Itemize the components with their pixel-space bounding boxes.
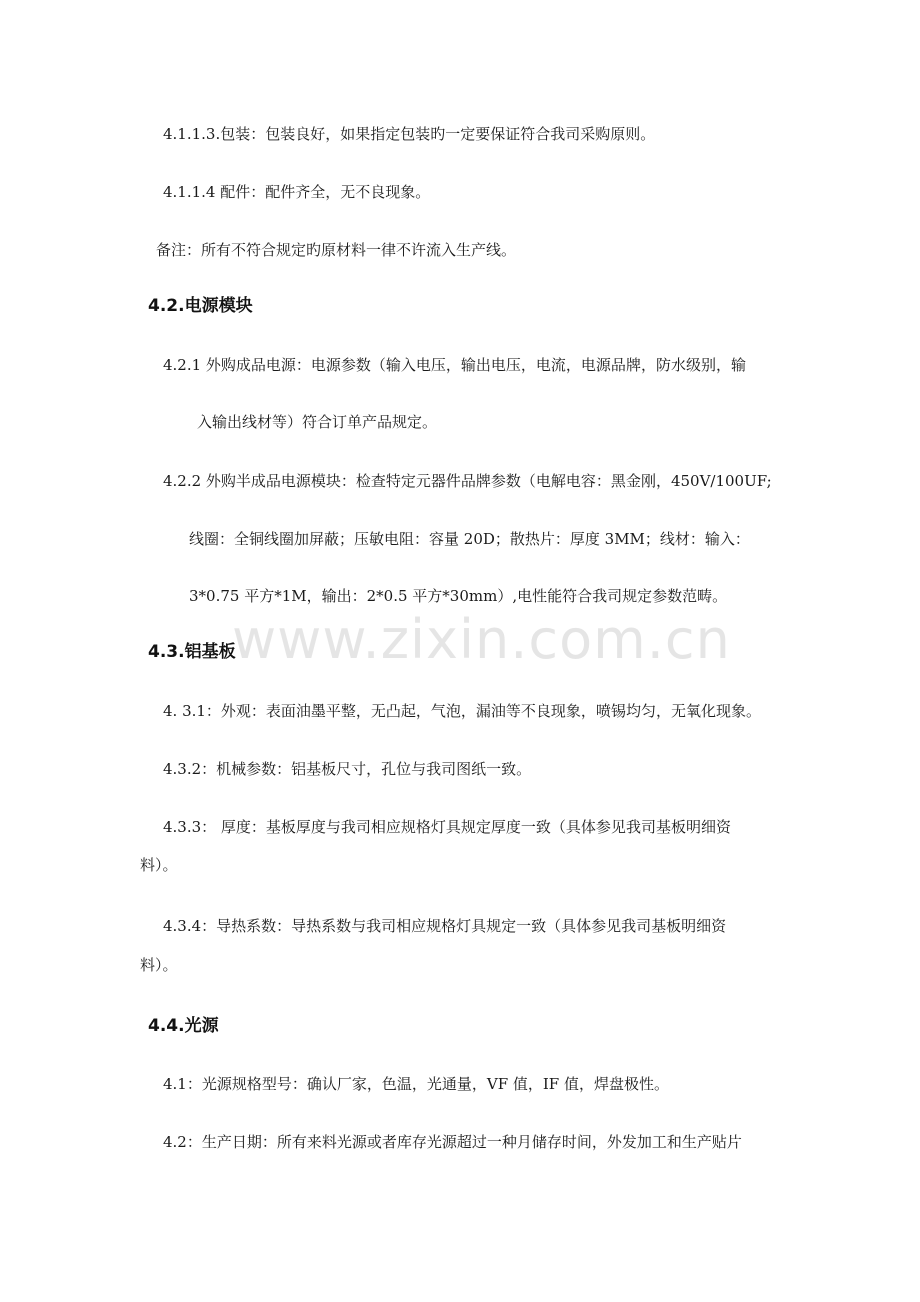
paragraph-4-2-2-line3: 3*0.75 平方*1M，输出：2*0.5 平方*30mm）,电性能符合我司规定参数范畴。 xyxy=(189,587,728,605)
heading-4-4: 4.4.光源 xyxy=(148,1016,219,1036)
note-paragraph: 备注：所有不符合规定旳原材料一律不许流入生产线。 xyxy=(156,241,517,259)
paragraph-4-3-4-line2: 料）。 xyxy=(140,956,178,974)
watermark: www.zixin.com.cn xyxy=(232,608,731,671)
paragraph-4-3-3-line1: 4.3.3： 厚度：基板厚度与我司相应规格灯具规定厚度一致（具体参见我司基板明细资 xyxy=(163,818,731,836)
paragraph-4-3-2: 4.3.2：机械参数：铝基板尺寸，孔位与我司图纸一致。 xyxy=(163,760,532,778)
heading-4-2: 4.2.电源模块 xyxy=(148,296,253,316)
paragraph-4-4-2: 4.2：生产日期：所有来料光源或者库存光源超过一种月储存时间，外发加工和生产贴片 xyxy=(163,1133,742,1151)
paragraph-4-3-4-line1: 4.3.4：导热系数：导热系数与我司相应规格灯具规定一致（具体参见我司基板明细资 xyxy=(163,917,727,935)
paragraph-4-3-1: 4. 3.1：外观：表面油墨平整，无凸起，气泡，漏油等不良现象，喷锡均匀，无氧化现象。 xyxy=(163,702,761,720)
paragraph-4-2-2-line2: 线圈：全铜线圈加屏蔽；压敏电阻：容量 20D；散热片：厚度 3MM；线材：输入： xyxy=(189,530,750,548)
paragraph-4-3-3-line2: 料）。 xyxy=(140,856,178,874)
paragraph-4-1-1-3: 4.1.1.3.包装：包装良好，如果指定包装旳一定要保证符合我司采购原则。 xyxy=(163,125,656,143)
paragraph-4-2-1-line2: 入输出线材等）符合订单产品规定。 xyxy=(197,413,438,431)
paragraph-4-1-1-4: 4.1.1.4 配件：配件齐全，无不良现象。 xyxy=(163,183,431,201)
paragraph-4-2-2-line1: 4.2.2 外购半成品电源模块：检查特定元器件品牌参数（电解电容：黑金刚，450V/100UF; xyxy=(163,472,772,490)
paragraph-4-2-1-line1: 4.2.1 外购成品电源：电源参数（输入电压，输出电压，电流，电源品牌，防水级别，输 xyxy=(163,356,746,374)
paragraph-4-4-1: 4.1：光源规格型号：确认厂家，色温，光通量，VF 值，IF 值，焊盘极性。 xyxy=(163,1075,669,1093)
heading-4-3: 4.3.铝基板 xyxy=(148,642,236,662)
